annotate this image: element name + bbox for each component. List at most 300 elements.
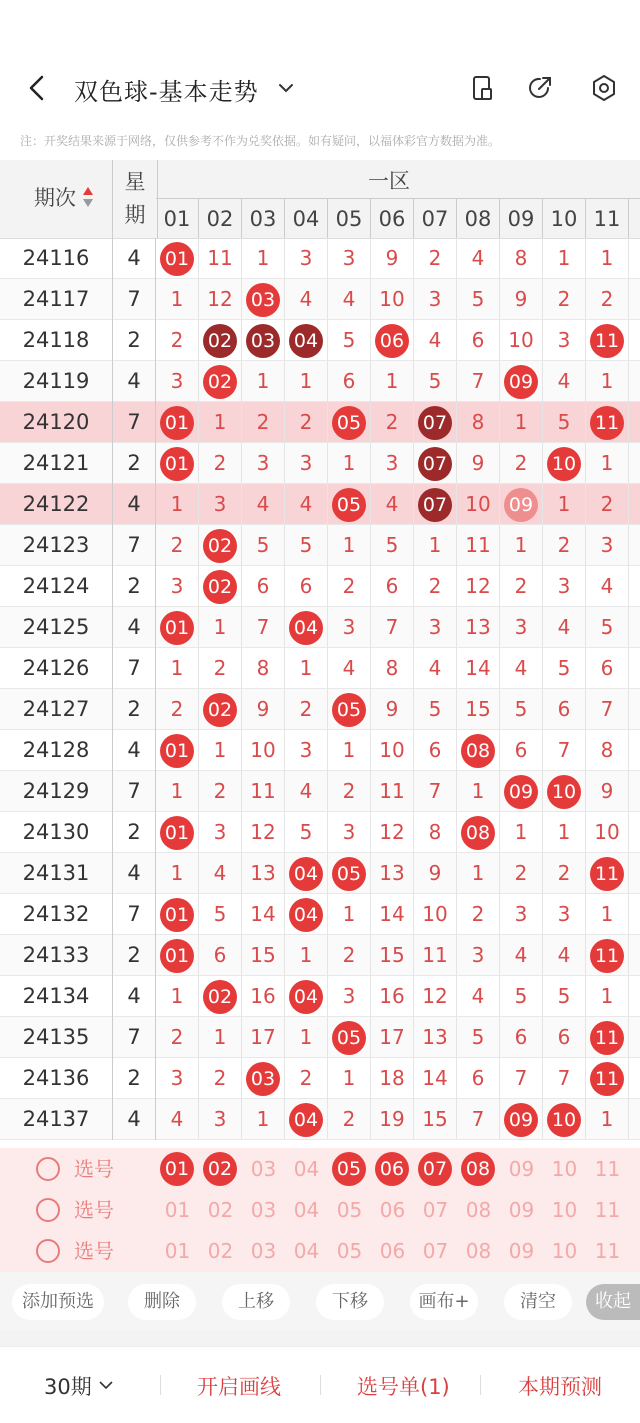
miss-count-cell: 10 — [371, 279, 414, 320]
miss-count-cell: 3 — [156, 566, 199, 607]
issue-number: 24134 — [22, 984, 90, 1008]
weekday: 2 — [112, 566, 156, 607]
pick-number[interactable]: 01 — [164, 1239, 191, 1263]
miss-count-cell: 3 — [199, 812, 242, 853]
miss-count-cell: 1 — [156, 484, 199, 525]
miss-count-cell: 1 — [199, 607, 242, 648]
miss-count-cell: 3 — [543, 566, 586, 607]
number-cell — [500, 1099, 543, 1140]
miss-count-cell: 15 — [242, 935, 285, 976]
miss-count-cell: 1 — [414, 525, 457, 566]
column-header-05: 05 — [328, 199, 371, 239]
pick-number[interactable]: 04 — [293, 1157, 320, 1181]
table-row[interactable] — [0, 607, 640, 648]
pick-number[interactable]: 09 — [508, 1198, 535, 1222]
miss-count-cell: 1 — [586, 361, 629, 402]
drawn-number-ball: 09 — [504, 775, 538, 809]
miss-count-cell: 4 — [457, 976, 500, 1017]
table-row[interactable] — [0, 1058, 640, 1099]
page-title[interactable]: 双色球-基本走势 — [74, 78, 259, 106]
drawn-number-ball: 10 — [547, 1103, 581, 1137]
miss-count-cell: 11 — [371, 771, 414, 812]
table-row[interactable] — [0, 648, 640, 689]
miss-count-cell: 4 — [500, 648, 543, 689]
miss-count-cell: 1 — [156, 853, 199, 894]
drawn-number-ball: 11 — [590, 1062, 624, 1096]
issue-column-header[interactable] — [0, 160, 112, 238]
drawn-number-ball: 03 — [246, 1062, 280, 1096]
divider — [160, 1375, 161, 1395]
selected-number-ball[interactable]: 05 — [332, 1152, 366, 1186]
miss-count-cell: 11 — [242, 771, 285, 812]
drawn-number-ball: 09 — [504, 365, 538, 399]
pick-number[interactable]: 05 — [336, 1239, 363, 1263]
number-cell — [500, 484, 543, 525]
number-cell — [199, 361, 242, 402]
sort-icon[interactable] — [82, 186, 94, 208]
miss-count-cell: 1 — [328, 525, 371, 566]
miss-count-cell: 9 — [371, 238, 414, 279]
issue-label: 期次 — [34, 186, 76, 210]
weekday: 4 — [112, 238, 156, 279]
miss-count-cell: 1 — [543, 812, 586, 853]
miss-count-cell: 13 — [242, 853, 285, 894]
pick-number[interactable]: 11 — [594, 1239, 621, 1263]
miss-count-cell: 6 — [285, 566, 328, 607]
weekday: 4 — [112, 853, 156, 894]
table-row[interactable] — [0, 402, 640, 443]
table-row[interactable] — [0, 976, 640, 1017]
miss-count-cell: 2 — [500, 566, 543, 607]
weekday: 7 — [112, 648, 156, 689]
weekday: 2 — [112, 689, 156, 730]
miss-count-cell: 11 — [457, 525, 500, 566]
miss-count-cell: 3 — [199, 484, 242, 525]
drawn-number-ball: 01 — [160, 816, 194, 850]
number-cell — [199, 525, 242, 566]
drawn-number-ball: 05 — [332, 488, 366, 522]
drawn-number-ball: 11 — [590, 939, 624, 973]
miss-count-cell: 1 — [156, 771, 199, 812]
miss-count-cell: 4 — [414, 648, 457, 689]
drawn-number-ball: 02 — [203, 693, 237, 727]
pick-radio[interactable] — [36, 1157, 60, 1181]
pick-list-button[interactable]: 选号单(1) — [357, 1375, 450, 1399]
number-cell — [285, 853, 328, 894]
issue-number: 24116 — [22, 246, 90, 270]
miss-count-cell: 7 — [500, 1058, 543, 1099]
number-cell — [156, 607, 199, 648]
predict-button[interactable]: 本期预测 — [518, 1375, 602, 1399]
number-cell — [156, 443, 199, 484]
miss-count-cell: 2 — [586, 279, 629, 320]
miss-count-cell: 6 — [457, 320, 500, 361]
miss-count-cell: 14 — [242, 894, 285, 935]
miss-count-cell: 1 — [285, 1017, 328, 1058]
miss-count-cell: 6 — [457, 1058, 500, 1099]
number-cell — [285, 607, 328, 648]
miss-count-cell: 2 — [500, 853, 543, 894]
miss-count-cell: 2 — [543, 853, 586, 894]
miss-count-cell: 7 — [586, 689, 629, 730]
miss-count-cell: 2 — [328, 566, 371, 607]
drawn-number-ball: 01 — [160, 447, 194, 481]
table-row[interactable] — [0, 853, 640, 894]
drawn-number-ball: 04 — [289, 980, 323, 1014]
pick-number[interactable]: 04 — [293, 1239, 320, 1263]
collapse-button[interactable]: 收起 — [586, 1284, 640, 1320]
number-cell — [586, 853, 629, 894]
miss-count-cell: 10 — [586, 812, 629, 853]
number-cell — [586, 1017, 629, 1058]
chevron-down-icon[interactable] — [276, 80, 296, 96]
clear-button[interactable]: 清空 — [504, 1284, 572, 1320]
column-header-09: 09 — [500, 199, 543, 239]
back-icon[interactable] — [24, 74, 52, 102]
miss-count-cell: 15 — [414, 1099, 457, 1140]
table-row[interactable] — [0, 279, 640, 320]
miss-count-cell: 1 — [500, 812, 543, 853]
miss-count-cell: 4 — [543, 361, 586, 402]
miss-count-cell: 11 — [414, 935, 457, 976]
pick-number[interactable]: 06 — [379, 1239, 406, 1263]
pick-number[interactable]: 08 — [465, 1198, 492, 1222]
miss-count-cell: 4 — [457, 238, 500, 279]
table-row[interactable] — [0, 771, 640, 812]
miss-count-cell: 13 — [457, 607, 500, 648]
miss-count-cell: 3 — [500, 894, 543, 935]
number-cell — [285, 976, 328, 1017]
miss-count-cell: 1 — [328, 894, 371, 935]
miss-count-cell: 4 — [156, 1099, 199, 1140]
pick-number[interactable] — [199, 1149, 242, 1190]
number-cell — [242, 320, 285, 361]
miss-count-cell: 6 — [586, 648, 629, 689]
miss-count-cell: 2 — [457, 894, 500, 935]
miss-count-cell: 5 — [457, 279, 500, 320]
miss-count-cell: 3 — [285, 443, 328, 484]
miss-count-cell: 10 — [371, 730, 414, 771]
miss-count-cell: 5 — [543, 402, 586, 443]
canvas-button[interactable]: 画布+ — [410, 1284, 478, 1320]
miss-count-cell: 3 — [285, 730, 328, 771]
number-cell — [328, 402, 371, 443]
miss-count-cell: 5 — [328, 320, 371, 361]
table-row[interactable] — [0, 238, 640, 279]
miss-count-cell: 17 — [242, 1017, 285, 1058]
number-cell — [586, 1058, 629, 1099]
period-selector[interactable]: 30期 — [44, 1375, 92, 1399]
miss-count-cell: 2 — [285, 402, 328, 443]
miss-count-cell: 5 — [371, 525, 414, 566]
table-row[interactable] — [0, 484, 640, 525]
pick-number[interactable]: 03 — [250, 1239, 277, 1263]
table-row[interactable] — [0, 361, 640, 402]
move-down-button[interactable]: 下移 — [316, 1284, 384, 1320]
number-cell — [543, 443, 586, 484]
number-cell — [328, 484, 371, 525]
miss-count-cell: 1 — [371, 361, 414, 402]
number-cell — [500, 771, 543, 812]
miss-count-cell: 1 — [156, 976, 199, 1017]
drawn-number-ball: 01 — [160, 242, 194, 276]
table-row[interactable] — [0, 1017, 640, 1058]
weekday: 4 — [112, 976, 156, 1017]
table-row[interactable] — [0, 443, 640, 484]
table-row[interactable] — [0, 730, 640, 771]
miss-count-cell: 3 — [156, 361, 199, 402]
pick-number[interactable]: 07 — [422, 1198, 449, 1222]
miss-count-cell: 1 — [457, 853, 500, 894]
miss-count-cell: 8 — [500, 238, 543, 279]
pick-number[interactable]: 10 — [551, 1198, 578, 1222]
pick-number[interactable] — [371, 1149, 414, 1190]
table-row[interactable] — [0, 566, 640, 607]
column-header-03: 03 — [242, 199, 285, 239]
pick-number[interactable]: 03 — [250, 1198, 277, 1222]
pick-number[interactable]: 11 — [594, 1157, 621, 1181]
pick-number[interactable]: 09 — [508, 1157, 535, 1181]
draw-lines-button[interactable]: 开启画线 — [197, 1375, 281, 1399]
pick-number[interactable]: 10 — [551, 1157, 578, 1181]
table-row[interactable] — [0, 1099, 640, 1140]
selected-number-ball[interactable]: 07 — [418, 1152, 452, 1186]
miss-count-cell: 7 — [543, 730, 586, 771]
weekday: 2 — [112, 935, 156, 976]
miss-count-cell: 6 — [543, 689, 586, 730]
number-cell — [457, 730, 500, 771]
table-row[interactable] — [0, 525, 640, 566]
drawn-number-ball: 10 — [547, 447, 581, 481]
miss-count-cell: 3 — [414, 279, 457, 320]
drawn-number-ball: 11 — [590, 857, 624, 891]
miss-count-cell: 5 — [242, 525, 285, 566]
miss-count-cell: 16 — [371, 976, 414, 1017]
weekday: 2 — [112, 812, 156, 853]
pick-number[interactable] — [156, 1149, 199, 1190]
miss-count-cell: 8 — [414, 812, 457, 853]
delete-button[interactable]: 删除 — [128, 1284, 196, 1320]
issue-number: 24128 — [22, 738, 90, 762]
miss-count-cell: 1 — [586, 443, 629, 484]
table-row[interactable] — [0, 935, 640, 976]
pick-radio[interactable] — [36, 1198, 60, 1222]
pick-number[interactable]: 06 — [379, 1198, 406, 1222]
weekday: 4 — [112, 607, 156, 648]
selected-number-ball[interactable]: 08 — [461, 1152, 495, 1186]
issue-number: 24119 — [22, 369, 90, 393]
miss-count-cell: 1 — [199, 730, 242, 771]
weekday: 4 — [112, 730, 156, 771]
drawn-number-ball: 07 — [418, 406, 452, 440]
pick-number[interactable]: 11 — [594, 1198, 621, 1222]
drawn-number-ball: 01 — [160, 898, 194, 932]
drawn-number-ball: 02 — [203, 980, 237, 1014]
miss-count-cell: 2 — [414, 238, 457, 279]
miss-count-cell: 3 — [543, 320, 586, 361]
number-cell — [156, 935, 199, 976]
miss-count-cell: 5 — [500, 689, 543, 730]
share-icon[interactable] — [526, 74, 554, 102]
table-row[interactable] — [0, 894, 640, 935]
miss-count-cell: 3 — [285, 238, 328, 279]
miss-count-cell: 2 — [199, 648, 242, 689]
miss-count-cell: 12 — [457, 566, 500, 607]
add-preset-button[interactable]: 添加预选 — [12, 1284, 104, 1320]
drawn-number-ball: 04 — [289, 611, 323, 645]
miss-count-cell: 1 — [328, 1058, 371, 1099]
issue-number: 24126 — [22, 656, 90, 680]
number-cell — [156, 894, 199, 935]
selected-number-ball[interactable]: 06 — [375, 1152, 409, 1186]
number-cell — [543, 771, 586, 812]
table-row[interactable] — [0, 812, 640, 853]
device-icon[interactable] — [468, 74, 496, 102]
pick-label[interactable]: 选号 — [74, 1239, 114, 1263]
drawn-number-ball: 01 — [160, 611, 194, 645]
miss-count-cell: 11 — [199, 238, 242, 279]
chevron-down-icon[interactable] — [98, 1379, 114, 1391]
weekday: 4 — [112, 484, 156, 525]
pick-number[interactable]: 10 — [551, 1239, 578, 1263]
miss-count-cell: 16 — [242, 976, 285, 1017]
miss-count-cell: 1 — [586, 976, 629, 1017]
miss-count-cell: 5 — [586, 607, 629, 648]
miss-count-cell: 5 — [285, 525, 328, 566]
bottom-bar — [0, 1346, 640, 1423]
pick-number[interactable]: 08 — [465, 1239, 492, 1263]
miss-count-cell: 6 — [242, 566, 285, 607]
miss-count-cell: 4 — [328, 648, 371, 689]
miss-count-cell: 5 — [543, 648, 586, 689]
pick-number[interactable] — [457, 1149, 500, 1190]
issue-number: 24132 — [22, 902, 90, 926]
drawn-number-ball: 06 — [375, 324, 409, 358]
drawn-number-ball: 01 — [160, 939, 194, 973]
drawn-number-ball: 09 — [504, 488, 538, 522]
number-cell — [199, 566, 242, 607]
miss-count-cell: 13 — [371, 853, 414, 894]
settings-icon[interactable] — [590, 74, 618, 102]
number-cell — [586, 402, 629, 443]
weekday: 7 — [112, 1017, 156, 1058]
repeated-header-peek — [0, 1330, 640, 1346]
miss-count-cell: 4 — [242, 484, 285, 525]
miss-count-cell: 2 — [242, 402, 285, 443]
miss-count-cell: 9 — [586, 771, 629, 812]
pick-number[interactable]: 03 — [250, 1157, 277, 1181]
drawn-number-ball: 01 — [160, 406, 194, 440]
miss-count-cell: 1 — [543, 238, 586, 279]
miss-count-cell: 2 — [156, 320, 199, 361]
miss-count-cell: 4 — [371, 484, 414, 525]
pick-number[interactable]: 07 — [422, 1239, 449, 1263]
miss-count-cell: 6 — [500, 1017, 543, 1058]
number-cell — [414, 484, 457, 525]
selected-number-ball[interactable]: 02 — [203, 1152, 237, 1186]
pick-number[interactable]: 01 — [164, 1198, 191, 1222]
miss-count-cell: 14 — [457, 648, 500, 689]
miss-count-cell: 5 — [457, 1017, 500, 1058]
pick-number[interactable] — [328, 1149, 371, 1190]
miss-count-cell: 2 — [285, 689, 328, 730]
pick-number[interactable]: 02 — [207, 1239, 234, 1263]
miss-count-cell: 1 — [199, 402, 242, 443]
miss-count-cell: 2 — [371, 402, 414, 443]
move-up-button[interactable]: 上移 — [222, 1284, 290, 1320]
miss-count-cell: 2 — [543, 279, 586, 320]
issue-number: 24127 — [22, 697, 90, 721]
table-row[interactable] — [0, 320, 640, 361]
issue-number: 24121 — [22, 451, 90, 475]
number-cell — [328, 853, 371, 894]
miss-count-cell: 1 — [586, 238, 629, 279]
pick-label[interactable]: 选号 — [74, 1157, 114, 1181]
pick-radio[interactable] — [36, 1239, 60, 1263]
miss-count-cell: 1 — [242, 1099, 285, 1140]
miss-count-cell: 3 — [156, 1058, 199, 1099]
issue-number: 24118 — [22, 328, 90, 352]
miss-count-cell: 7 — [242, 607, 285, 648]
column-header-11: 11 — [586, 199, 629, 239]
pick-number[interactable] — [414, 1149, 457, 1190]
pick-number[interactable]: 04 — [293, 1198, 320, 1222]
miss-count-cell: 1 — [285, 648, 328, 689]
pick-number[interactable]: 02 — [207, 1198, 234, 1222]
number-cell — [500, 361, 543, 402]
miss-count-cell: 2 — [500, 443, 543, 484]
week-label-2: 期 — [124, 203, 146, 227]
miss-count-cell: 2 — [328, 935, 371, 976]
miss-count-cell: 3 — [328, 976, 371, 1017]
drawn-number-ball: 03 — [246, 283, 280, 317]
pick-label[interactable]: 选号 — [74, 1198, 114, 1222]
number-cell — [543, 1099, 586, 1140]
drawn-number-ball: 07 — [418, 447, 452, 481]
drawn-number-ball: 05 — [332, 693, 366, 727]
pick-number[interactable]: 05 — [336, 1198, 363, 1222]
miss-count-cell: 3 — [414, 607, 457, 648]
miss-count-cell: 4 — [328, 279, 371, 320]
miss-count-cell: 1 — [328, 730, 371, 771]
miss-count-cell: 3 — [242, 443, 285, 484]
column-header-08: 08 — [457, 199, 500, 239]
miss-count-cell: 2 — [328, 771, 371, 812]
miss-count-cell: 2 — [414, 566, 457, 607]
number-cell — [328, 1017, 371, 1058]
number-cell — [199, 689, 242, 730]
number-cell — [328, 689, 371, 730]
weekday: 7 — [112, 525, 156, 566]
table-row[interactable] — [0, 689, 640, 730]
miss-count-cell: 3 — [199, 1099, 242, 1140]
miss-count-cell: 1 — [242, 361, 285, 402]
miss-count-cell: 10 — [500, 320, 543, 361]
drawn-number-ball: 05 — [332, 1021, 366, 1055]
miss-count-cell: 4 — [285, 484, 328, 525]
weekday: 7 — [112, 279, 156, 320]
drawn-number-ball: 09 — [504, 1103, 538, 1137]
selected-number-ball[interactable]: 01 — [160, 1152, 194, 1186]
miss-count-cell: 7 — [414, 771, 457, 812]
pick-number[interactable]: 09 — [508, 1239, 535, 1263]
number-cell — [457, 812, 500, 853]
pick-row — [0, 1190, 640, 1231]
issue-number: 24125 — [22, 615, 90, 639]
number-cell — [242, 279, 285, 320]
miss-count-cell: 6 — [543, 1017, 586, 1058]
miss-count-cell: 1 — [543, 484, 586, 525]
